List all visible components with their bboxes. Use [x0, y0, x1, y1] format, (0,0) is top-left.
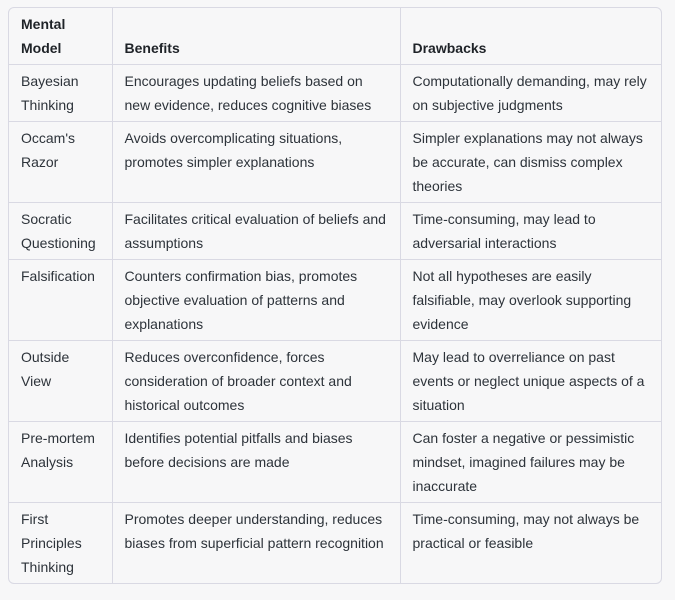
cell-mental-model: Outside View — [9, 341, 112, 422]
header-mental-model: Mental Model — [9, 8, 112, 65]
table-row — [9, 260, 661, 341]
table-row — [9, 65, 661, 122]
cell-drawbacks: May lead to overreliance on past events or neglect unique aspects of a situation — [400, 341, 661, 422]
cell-mental-model: Falsification — [9, 260, 112, 341]
cell-drawbacks: Time-consuming, may lead to adversarial interactions — [400, 203, 661, 260]
cell-drawbacks: Not all hypotheses are easily falsifiable, may overlook supporting evidence — [400, 260, 661, 341]
cell-mental-model: Bayesian Thinking — [9, 65, 112, 122]
cell-drawbacks: Can foster a negative or pessimistic mindset, imagined failures may be inaccurate — [400, 422, 661, 503]
cell-drawbacks: Computationally demanding, may rely on subjective judgments — [400, 65, 661, 122]
cell-benefits: Identifies potential pitfalls and biases before decisions are made — [112, 422, 400, 503]
header-drawbacks: Drawbacks — [400, 8, 661, 65]
table-row — [9, 503, 661, 584]
cell-benefits: Counters confirmation bias, promotes objective evaluation of patterns and explanations — [112, 260, 400, 341]
cell-benefits: Promotes deeper understanding, reduces biases from superficial pattern recognition — [112, 503, 400, 584]
mental-models-table-container — [8, 7, 662, 584]
table-row — [9, 341, 661, 422]
cell-mental-model: Occam's Razor — [9, 122, 112, 203]
cell-mental-model: Pre-mortem Analysis — [9, 422, 112, 503]
header-benefits: Benefits — [112, 8, 400, 65]
cell-mental-model: Socratic Questioning — [9, 203, 112, 260]
cell-benefits: Facilitates critical evaluation of beliefs and assumptions — [112, 203, 400, 260]
cell-benefits: Encourages updating beliefs based on new evidence, reduces cognitive biases — [112, 65, 400, 122]
cell-drawbacks: Simpler explanations may not always be accurate, can dismiss complex theories — [400, 122, 661, 203]
table-row — [9, 422, 661, 503]
table-header-row — [9, 8, 661, 65]
cell-mental-model: First Principles Thinking — [9, 503, 112, 584]
table-row — [9, 203, 661, 260]
cell-benefits: Reduces overconfidence, forces consideration of broader context and historical outcomes — [112, 341, 400, 422]
cell-benefits: Avoids overcomplicating situations, promotes simpler explanations — [112, 122, 400, 203]
mental-models-table — [9, 8, 661, 583]
table-row — [9, 122, 661, 203]
cell-drawbacks: Time-consuming, may not always be practical or feasible — [412, 511, 640, 551]
